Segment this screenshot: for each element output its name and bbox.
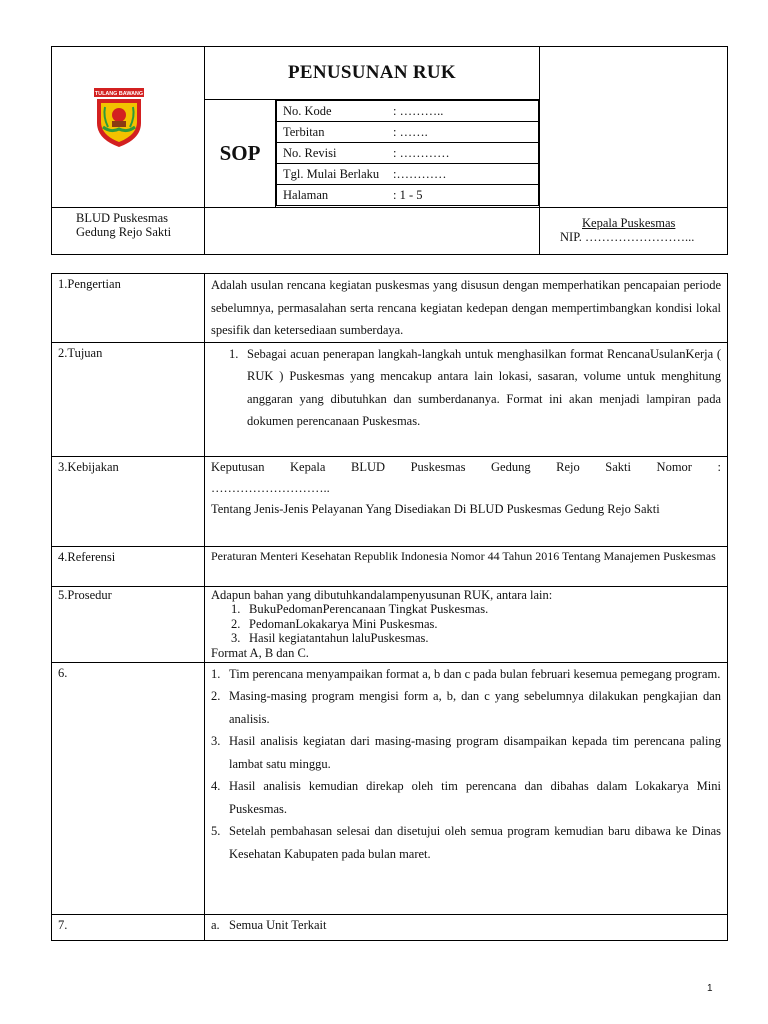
item-text: Sebagai acuan penerapan langkah-langkah untuk menghasilkan format RencanaUsulanKerja ( RUK ) Puskesmas yang mencakup antara lain lokasi, sasaran, volume untuk menghitung anggaran yang dibutuhkan dan sumberdananya. Format ini akan menjadi lampiran pada dokumen perencanaan Puskesmas. (247, 346, 721, 428)
kebijakan-line-2: ……………………….. (211, 480, 330, 495)
pengertian-text: Adalah usulan rencana kegiatan puskesmas yang disusun dengan memperhatikan pencapaian periode sebelumnya, permasalahan serta rencana kegiatan kedepan dengan mempertimbangkan kondisi lokal spesifik dan ketersediaan sumberdaya. (205, 274, 728, 343)
sop-content-table (51, 273, 728, 941)
section-row (52, 662, 728, 914)
org-line-2: Gedung Rejo Sakti (76, 225, 172, 239)
list-item (211, 663, 721, 686)
item-number: 1. (231, 602, 241, 616)
section-label: 4.Referensi (52, 546, 205, 586)
item-text: BukuPedomanPerencanaan Tingkat Puskesmas. (249, 602, 489, 616)
list-item (231, 631, 721, 646)
field-value: : ……. (393, 124, 428, 139)
tulang-bawang-logo (93, 87, 145, 149)
section-label: 1.Pengertian (52, 274, 205, 343)
langkah-cell (205, 662, 728, 914)
field-key: No. Kode (283, 103, 332, 118)
list-item (231, 617, 721, 632)
field-key: Terbitan (283, 124, 325, 139)
field-key: No. Revisi (283, 145, 337, 160)
section-row (52, 274, 728, 343)
item-number: 4. (211, 779, 221, 793)
field-key: Tgl. Mulai Berlaku (283, 166, 380, 181)
page-number: 1 (707, 983, 713, 994)
logo-text: TULANG BAWANG (94, 91, 144, 97)
field-value: : ……….. (393, 103, 444, 118)
header-blank-cell (540, 47, 728, 208)
section-label: 6. (52, 662, 205, 914)
prosedur-outro: Format A, B dan C. (211, 645, 309, 660)
referensi-text: Peraturan Menteri Kesehatan Republik Indonesia Nomor 44 Tahun 2016 Tentang Manajemen Puskesmas (205, 546, 728, 586)
prosedur-list (211, 602, 721, 646)
unit-text: Semua Unit Terkait (229, 917, 327, 932)
kebijakan-cell (205, 456, 728, 546)
section-row (52, 586, 728, 662)
sop-header-table (51, 46, 728, 255)
langkah-list (211, 663, 721, 866)
field-row (277, 122, 539, 143)
list-item (211, 685, 721, 730)
section-label: 2.Tujuan (52, 342, 205, 456)
organization-cell (52, 208, 205, 255)
section-label: 7. (52, 914, 205, 940)
unit-number: a. (211, 917, 220, 932)
unit-cell (205, 914, 728, 940)
section-row (52, 546, 728, 586)
field-value: : ………… (393, 145, 450, 160)
field-row (277, 185, 539, 206)
field-key: Halaman (283, 187, 329, 202)
item-text: PedomanLokakarya Mini Puskesmas. (249, 616, 438, 631)
list-item (231, 602, 721, 617)
tujuan-list (229, 343, 721, 433)
signer-title: Kepala Puskesmas (582, 216, 676, 230)
field-value: : 1 - 5 (393, 187, 423, 202)
item-text: Hasil kegiatantahun laluPuskesmas. (249, 631, 429, 645)
signer-cell (540, 208, 728, 255)
item-text: Setelah pembahasan selesai dan disetujui oleh semua program kemudian baru dibawa ke Dinas Kesehatan Kabupaten pada bulan maret. (229, 824, 721, 861)
org-line-1: BLUD Puskesmas (76, 211, 169, 225)
section-label: 3.Kebijakan (52, 456, 205, 546)
item-number: 3. (211, 734, 221, 748)
list-item (229, 343, 721, 433)
list-item (211, 820, 721, 865)
kebijakan-line-1: Keputusan Kepala BLUD Puskesmas Gedung Rejo Sakti Nomor : (211, 459, 721, 474)
item-number: 2. (211, 689, 221, 703)
footer-blank-cell (205, 208, 540, 255)
section-label: 5.Prosedur (52, 586, 205, 662)
section-row (52, 342, 728, 456)
list-item (211, 775, 721, 820)
kebijakan-line-3: Tentang Jenis-Jenis Pelayanan Yang Disediakan Di BLUD Puskesmas Gedung Rejo Sakti (211, 501, 660, 516)
prosedur-cell (205, 586, 728, 662)
logo-cell (52, 47, 205, 208)
item-text: Hasil analisis kegiatan dari masing-masing program disampaikan kepada tim perencana paling lambat satu minggu. (229, 734, 721, 771)
item-number: 2. (231, 616, 241, 631)
section-row (52, 914, 728, 940)
item-number: 1. (229, 346, 239, 361)
field-row (277, 164, 539, 185)
item-text: Masing-masing program mengisi form a, b, dan c yang sebelumnya dilakukan pengkajian dan analisis. (229, 689, 721, 726)
prosedur-intro: Adapun bahan yang dibutuhkandalampenyusunan RUK, antara lain: (211, 587, 553, 602)
section-row (52, 456, 728, 546)
sop-label: SOP (205, 100, 276, 208)
signer-nip: NIP. ……………………... (560, 230, 695, 244)
metadata-table (276, 100, 539, 206)
field-row (277, 143, 539, 164)
item-text: Tim perencana menyampaikan format a, b dan c pada bulan februari kesemua pemegang program. (229, 666, 721, 681)
item-number: 5. (211, 824, 221, 838)
list-item (211, 730, 721, 775)
metadata-cell (276, 100, 540, 208)
item-number: 3. (231, 631, 241, 645)
field-value: :………… (393, 166, 447, 181)
document-title: PENUSUNAN RUK (205, 47, 540, 100)
item-text: Hasil analisis kemudian direkap oleh tim perencana dan dibahas dalam Lokakarya Mini Puskesmas. (229, 779, 721, 816)
tujuan-cell (205, 342, 728, 456)
field-row (277, 101, 539, 122)
item-number: 1. (211, 666, 221, 681)
